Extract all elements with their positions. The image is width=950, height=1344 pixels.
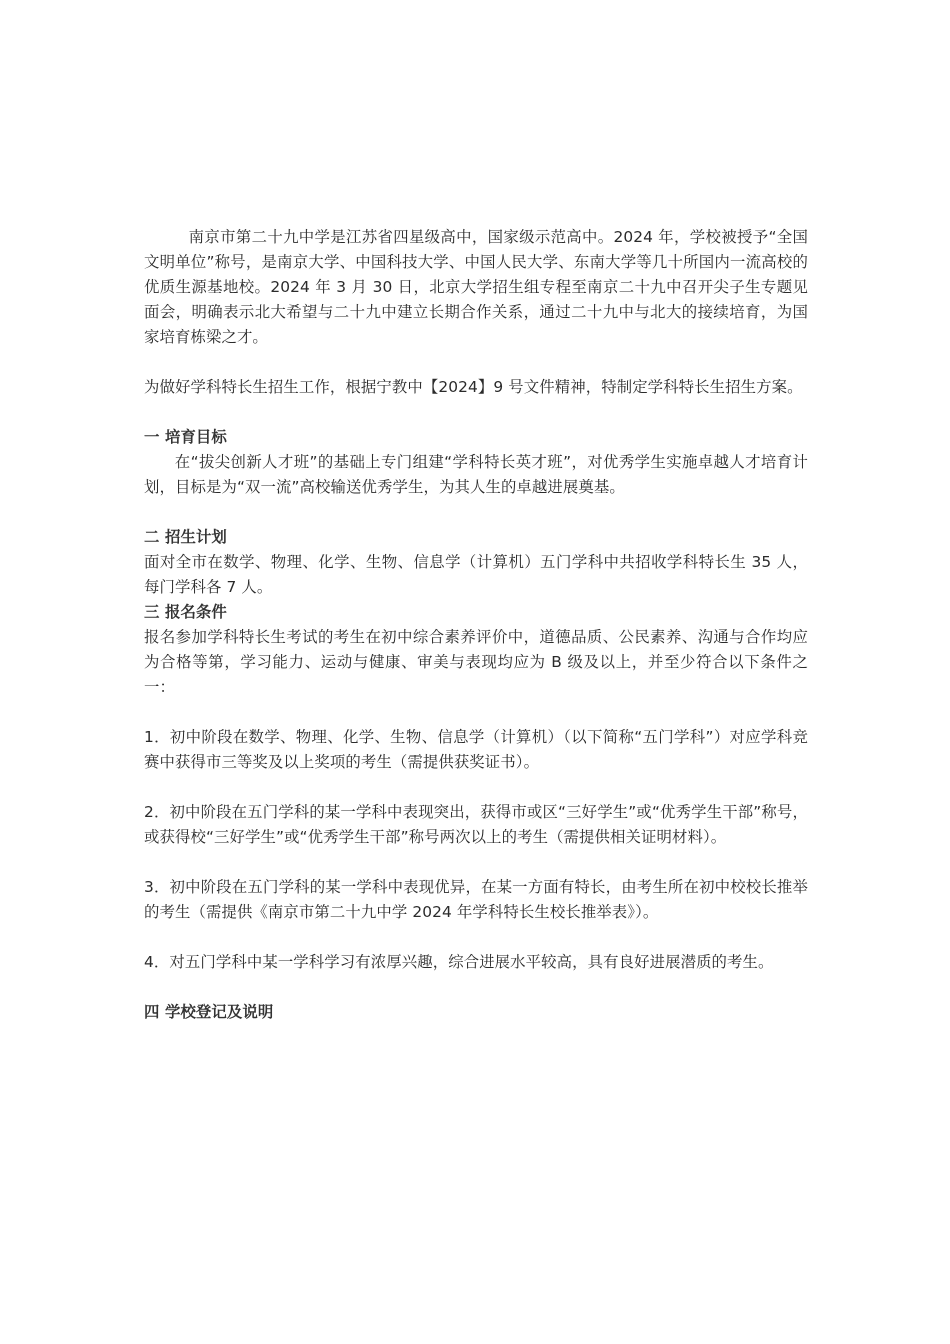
spacer	[144, 500, 808, 525]
spacer	[144, 400, 808, 425]
section-heading-conditions: 三 报名条件	[144, 603, 227, 621]
section-heading-goals: 一 培育目标	[144, 428, 227, 446]
document-page	[144, 225, 808, 1025]
section-body-plan: 面对全市在数学、物理、化学、生物、信息学（计算机）五门学科中共招收学科特长生 35 人，每门学科各 7 人。	[144, 553, 808, 596]
spacer	[144, 775, 808, 800]
spacer	[144, 350, 808, 375]
section-body-goals: 在“拔尖创新人才班”的基础上专门组建“学科特长英才班”，对优秀学生实施卓越人才培育计划，目标是为“双一流”高校输送优秀学生，为其人生的卓越进展奠基。	[144, 453, 808, 496]
spacer	[144, 850, 808, 875]
condition-item-3: 3．初中阶段在五门学科的某一学科中表现优异，在某一方面有特长，由考生所在初中校校长推举的考生（需提供《南京市第二十九中学 2024 年学科特长生校长推举表》）。	[144, 878, 808, 921]
section-heading-registration: 四 学校登记及说明	[144, 1003, 274, 1021]
section-heading-plan: 二 招生计划	[144, 528, 227, 546]
spacer	[144, 925, 808, 950]
intro-paragraph: 南京市第二十九中学是江苏省四星级高中，国家级示范高中。2024 年，学校被授予“全国文明单位”称号，是南京大学、中国科技大学、中国人民大学、东南大学等几十所国内一流高校的优质生源基地校。2024 年 3 月 30 日，北京大学招生组专程至南京二十九中召开尖子生专题见面会，明确表示北大希望与二十九中建立长期合作关系，通过二十九中与北大的接续培育，为国家培育栋梁之才。	[144, 228, 808, 346]
spacer	[144, 975, 808, 1000]
spacer	[144, 700, 808, 725]
condition-item-4: 4．对五门学科中某一学科学习有浓厚兴趣，综合进展水平较高，具有良好进展潜质的考生。	[144, 953, 774, 971]
condition-item-2: 2．初中阶段在五门学科的某一学科中表现突出，获得市或区“三好学生”或“优秀学生干部”称号，或获得校“三好学生”或“优秀学生干部”称号两次以上的考生（需提供相关证明材料）。	[144, 803, 808, 846]
condition-item-1: 1．初中阶段在数学、物理、化学、生物、信息学（计算机）（以下简称“五门学科”）对应学科竞赛中获得市三等奖及以上奖项的考生（需提供获奖证书）。	[144, 728, 808, 771]
section-body-conditions: 报名参加学科特长生考试的考生在初中综合素养评价中，道德品质、公民素养、沟通与合作均应为合格等第，学习能力、运动与健康、审美与表现均应为 B 级及以上，并至少符合以下条件之一：	[144, 628, 808, 696]
purpose-paragraph: 为做好学科特长生招生工作，根据宁教中【2024】9 号文件精神，特制定学科特长生招生方案。	[144, 378, 803, 396]
